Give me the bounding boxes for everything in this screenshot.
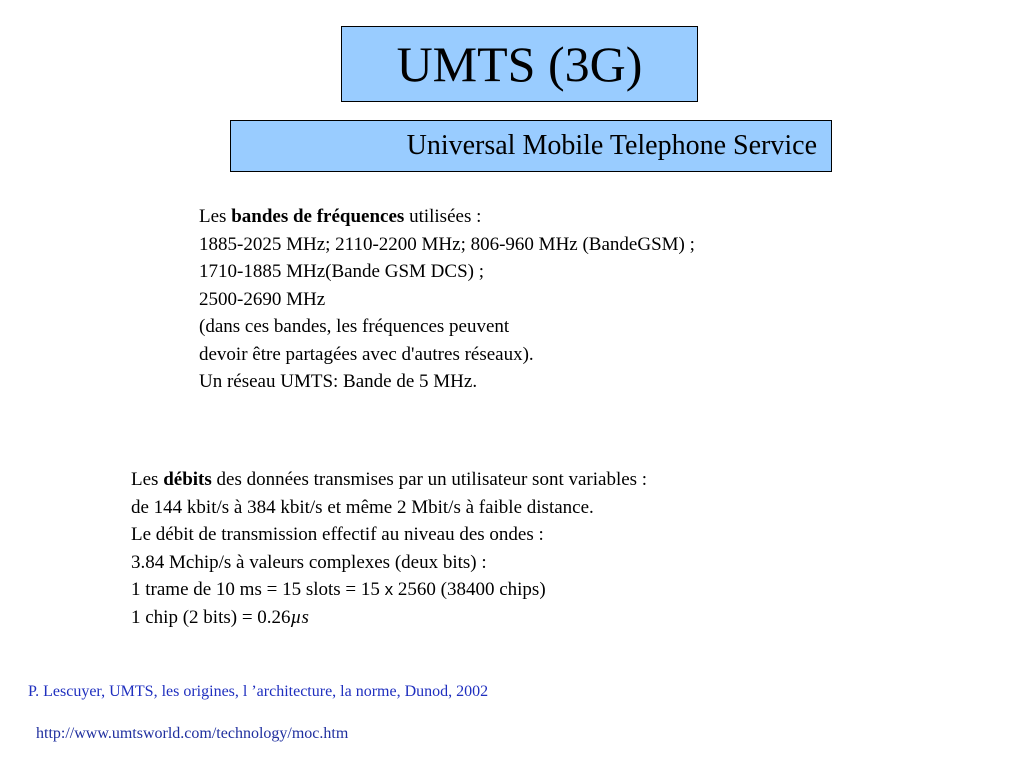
frame-line: [131, 576, 647, 604]
frequency-line: (dans ces bandes, les fréquences peuvent: [199, 316, 510, 337]
rates-line: de 144 kbit/s à 384 kbit/s et même 2 Mbit/s à faible distance.: [131, 496, 594, 518]
multiply-sign: x: [384, 580, 394, 599]
rates-line: 3.84 Mchip/s à valeurs complexes (deux bits) :: [131, 551, 487, 573]
rates-intro: [131, 466, 647, 494]
book-reference: P. Lescuyer, UMTS, les origines, l ’architecture, la norme, Dunod, 2002: [28, 683, 489, 700]
chip-unit: µs: [290, 606, 309, 628]
frequency-line: 2500-2690 MHz: [199, 288, 326, 310]
frequency-intro-bold: bandes de fréquences: [231, 206, 405, 227]
rates-intro-prefix: Les: [131, 469, 164, 490]
rates-line: Le débit de transmission effectif au niveau des ondes :: [131, 524, 544, 545]
frequency-line: 1710-1885 MHz(Bande GSM DCS) ;: [199, 261, 484, 282]
chip-line: [131, 604, 647, 632]
frame-suffix: 2560 (38400 chips): [393, 579, 546, 600]
frequency-line: 1885-2025 MHz; 2110-2200 MHz; 806-960 MHz (BandeGSM) ;: [199, 233, 695, 255]
frequency-intro: [199, 203, 695, 231]
data-rates-block: [131, 466, 647, 631]
subtitle-box: [230, 120, 832, 172]
slide-subtitle: Universal Mobile Telephone Service: [406, 130, 817, 161]
frequency-intro-suffix: utilisées :: [404, 206, 482, 227]
rates-intro-suffix: des données transmises par un utilisateur sont variables :: [211, 469, 648, 490]
frequency-bands-block: [199, 203, 695, 396]
frame-prefix: 1 trame de 10 ms = 15 slots = 15: [131, 579, 385, 600]
reference-url-link[interactable]: http://www.umtsworld.com/technology/moc.htm: [36, 725, 349, 742]
rates-intro-bold: débits: [163, 469, 212, 490]
chip-prefix: 1 chip (2 bits) = 0.26: [131, 606, 291, 628]
frequency-line: Un réseau UMTS: Bande de 5 MHz.: [199, 371, 478, 392]
frequency-line: devoir être partagées avec d'autres réseaux).: [199, 343, 534, 365]
title-box: [341, 26, 698, 102]
frequency-intro-prefix: Les: [199, 206, 232, 227]
slide-title: UMTS (3G): [396, 36, 643, 92]
